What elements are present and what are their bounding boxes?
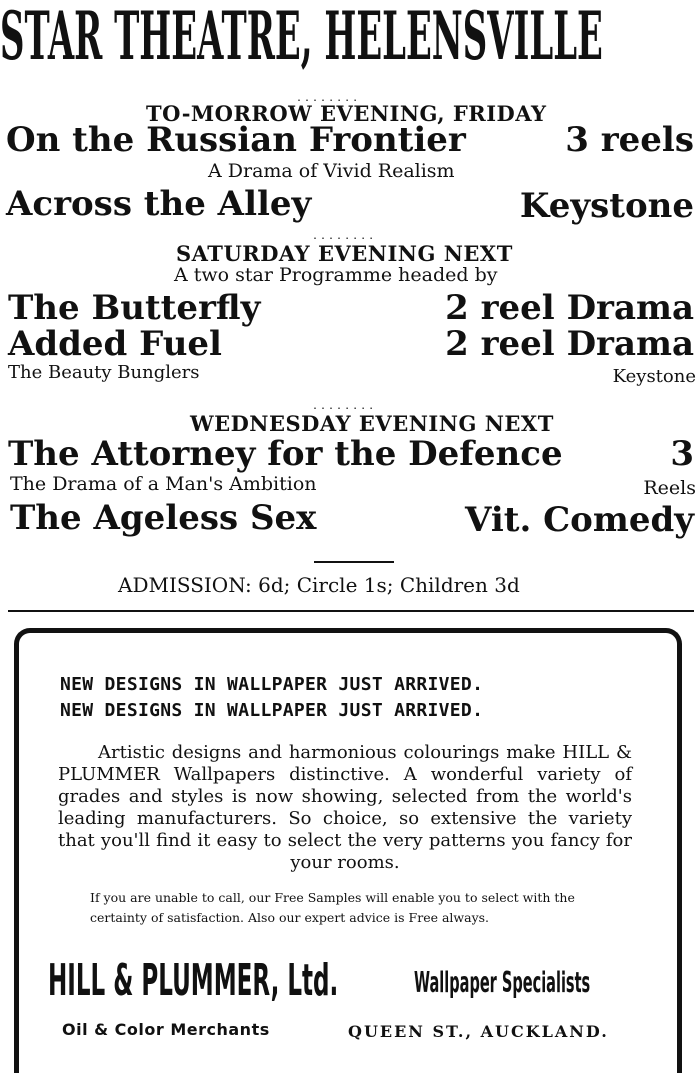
saturday-film2-title: Added Fuel xyxy=(8,324,222,364)
wednesday-film1-title: The Attorney for the Defence xyxy=(8,434,563,474)
friday-film1-title: On the Russian Frontier xyxy=(6,120,466,160)
friday-film2-studio: Keystone xyxy=(519,186,694,226)
footer-merchants: Oil & Color Merchants xyxy=(62,1020,270,1039)
wednesday-film2-title: The Ageless Sex xyxy=(10,498,317,538)
saturday-intro: A two star Programme headed by xyxy=(174,264,498,286)
separator-dots: ........ xyxy=(296,93,361,104)
saturday-film1-title: The Butterfly xyxy=(8,288,261,328)
saturday-film3-title: The Beauty Bunglers xyxy=(8,362,200,383)
friday-film1-tagline: A Drama of Vivid Realism xyxy=(208,160,455,182)
wallpaper-headline-1: NEW DESIGNS IN WALLPAPER JUST ARRIVED. xyxy=(60,674,484,695)
wallpaper-body-text xyxy=(58,742,632,874)
wednesday-film1-length-num: 3 xyxy=(670,434,694,474)
footer-address: QUEEN ST., AUCKLAND. xyxy=(348,1022,609,1041)
separator-dots: ........ xyxy=(312,231,377,242)
short-rule xyxy=(314,561,394,563)
admission-prices: ADMISSION: 6d; Circle 1s; Children 3d xyxy=(118,573,520,597)
wallpaper-headline-2: NEW DESIGNS IN WALLPAPER JUST ARRIVED. xyxy=(60,700,484,721)
saturday-heading: SATURDAY EVENING NEXT xyxy=(176,241,513,266)
saturday-film1-type: 2 reel Drama xyxy=(445,288,694,328)
separator-dots: ........ xyxy=(312,401,377,412)
friday-film2-title: Across the Alley xyxy=(6,184,312,224)
friday-film1-length: 3 reels xyxy=(565,120,694,160)
theatre-masthead: STAR THEATRE, HELENSVILLE xyxy=(0,2,603,74)
wallpaper-body: Artistic designs and harmonious colourings make HILL & PLUMMER Wallpapers distinctive. A wonderful variety of grades and styles is now showing, selected from the world's leading manufacturers. So choice, so extensive the variety that you'll find it easy to select the very patterns you fancy for your rooms. xyxy=(58,742,632,873)
friday-heading: TO-MORROW EVENING, FRIDAY xyxy=(146,101,547,126)
firm-name: HILL & PLUMMER, Ltd. xyxy=(48,954,339,1006)
wednesday-film2-type: Vit. Comedy xyxy=(465,500,694,540)
wednesday-film1-tagline: The Drama of a Man's Ambition xyxy=(10,473,317,495)
saturday-film3-studio: Keystone xyxy=(612,366,696,387)
section-divider xyxy=(8,610,694,612)
wednesday-heading: WEDNESDAY EVENING NEXT xyxy=(190,411,554,436)
wallpaper-note: If you are unable to call, our Free Samples will enable you to select with the certainty of satisfaction. Also our expert advice is Free always. xyxy=(90,890,575,925)
saturday-film2-type: 2 reel Drama xyxy=(445,324,694,364)
wednesday-film1-length-unit: Reels xyxy=(643,477,696,499)
firm-role: Wallpaper Specialists xyxy=(414,967,591,1000)
